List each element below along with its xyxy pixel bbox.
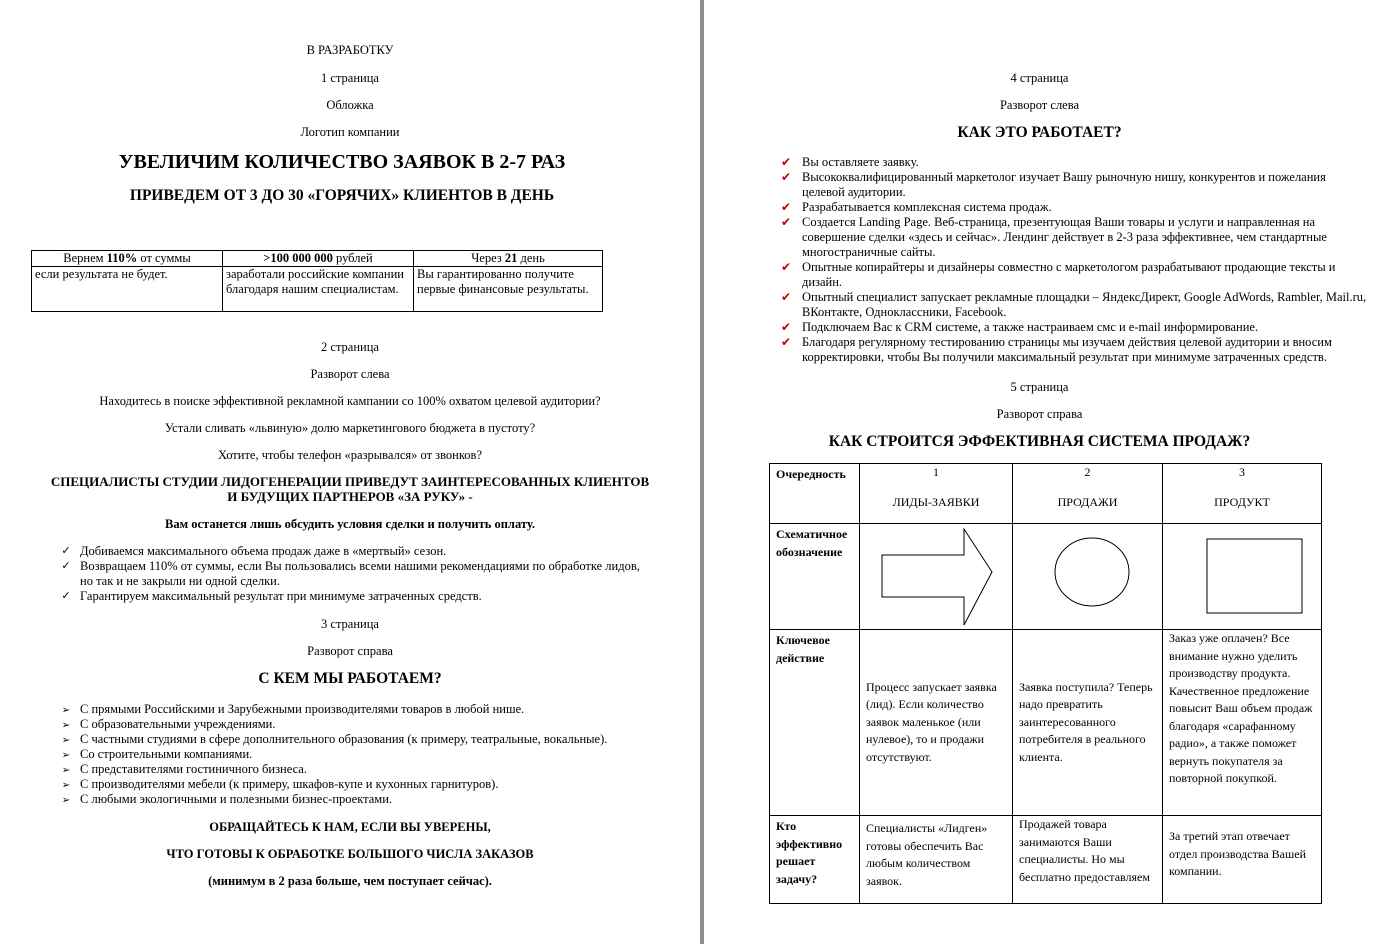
circle-icon <box>1019 525 1156 629</box>
stage-number: 2 <box>1084 465 1091 479</box>
arrow-icon <box>866 525 1006 629</box>
list-item: ✓ Добиваемся максимального объема продаж даже в «мертвый» сезон. <box>54 544 654 559</box>
page4-title: КАК ЭТО РАБОТАЕТ? <box>957 124 1122 141</box>
arrow-bullet-icon: ➢ <box>61 750 71 761</box>
who-cell: За третий этап отвечает отдел производства Вашей компании. <box>1163 816 1322 904</box>
row-header-who: Кто эффективно решает задачу? <box>770 816 860 904</box>
list-item: ➢ С прямыми Российскими и Зарубежными производителями товаров в любой нише. <box>54 702 674 717</box>
stage-cell <box>1163 464 1322 524</box>
page5-label: 5 страница <box>1010 380 1069 394</box>
guarantee-cell: заработали российские компании благодаря нашим специалистам. <box>223 267 414 312</box>
stage-number: 1 <box>933 465 939 479</box>
list-item: ✔ Благодаря регулярному тестированию страницы мы изучаем действия целевой аудитории и вносим корректировки, чтобы Вы получили максимальный результат при минимуме затраченных средств. <box>776 335 1368 365</box>
stage-number: 3 <box>1239 465 1245 479</box>
scheme-cell <box>1013 524 1163 630</box>
question-3: Хотите, чтобы телефон «разрывался» от звонков? <box>217 448 482 462</box>
check-icon: ✔ <box>780 320 792 334</box>
status-label: В РАЗРАБОТКУ <box>306 43 394 57</box>
list-item: ✔ Высококвалифицированный маркетолог изучает Вашу рыночную нишу, конкурентов и пожелания целевой аудитории. <box>776 170 1368 200</box>
page3-label: 3 страница <box>321 617 379 631</box>
guarantee-table <box>31 250 603 312</box>
list-item: ✔ Вы оставляете заявку. <box>776 155 1368 170</box>
arrow-bullet-icon: ➢ <box>61 795 71 806</box>
question-1: Находитесь в поиске эффективной рекламной кампании со 100% охватом целевой аудитории? <box>99 394 601 408</box>
who-cell: Специалисты «Лидген» готовы обеспечить Вас любым количеством заявок. <box>860 816 1013 904</box>
check-icon: ✔ <box>780 200 792 214</box>
process-table <box>769 463 1322 904</box>
check-icon: ✔ <box>780 215 792 229</box>
subheadline: ПРИВЕДЕМ ОТ 3 ДО 30 «ГОРЯЧИХ» КЛИЕНТОВ В ДЕНЬ <box>129 187 555 204</box>
headline: УВЕЛИЧИМ КОЛИЧЕСТВО ЗАЯВОК В 2-7 РАЗ <box>118 151 566 173</box>
arrow-bullet-icon: ➢ <box>61 720 71 731</box>
list-item: ✓ Возвращаем 110% от суммы, если Вы пользовались всеми нашими рекомендациями по обработке лидов, но так и не закрыли ни одной сделки. <box>54 559 654 589</box>
page4-label: 4 страница <box>1010 71 1069 85</box>
stage-label: ЛИДЫ-ЗАЯВКИ <box>892 494 980 509</box>
check-icon: ✔ <box>780 335 792 349</box>
check-icon: ✓ <box>61 545 71 557</box>
check-icon: ✔ <box>780 170 792 184</box>
list-item: ✔ Создается Landing Page. Веб-страница, презентующая Ваши товары и услуги и направленная на совершение сделки «здесь и сейчас». Лендинг действует в 2-3 раза эффективнее, чем стандартные многостраничные сайты. <box>776 215 1368 260</box>
list-item: ✔ Опытные копирайтеры и дизайнеры совместно с маркетологом разрабатывают продающие тексты и дизайн. <box>776 260 1368 290</box>
arrow-bullet-icon: ➢ <box>61 765 71 776</box>
guarantee-header: >100 000 000 рублей <box>223 251 414 267</box>
list-item: ✓ Гарантируем максимальный результат при минимуме затраченных средств. <box>54 589 654 604</box>
check-icon: ✔ <box>780 155 792 169</box>
specialists-line-2: И БУДУЩИХ ПАРТНЕРОВ «ЗА РУКУ» - <box>227 489 473 504</box>
list-item: ✔ Подключаем Вас к CRM системе, а также настраиваем смс и e-mail информирование. <box>776 320 1368 335</box>
list-item: ➢ С производителями мебели (к примеру, шкафов-купе и кухонных гарнитуров). <box>54 777 674 792</box>
scheme-cell <box>1163 524 1322 630</box>
guarantee-cell: Вы гарантированно получите первые финансовые результаты. <box>414 267 603 312</box>
arrow-bullet-icon: ➢ <box>61 780 71 791</box>
check-icon: ✔ <box>780 290 792 304</box>
cta-line-2: ЧТО ГОТОВЫ К ОБРАБОТКЕ БОЛЬШОГО ЧИСЛА ЗАКАЗОВ <box>166 847 534 861</box>
stage-cell <box>1013 464 1163 524</box>
check-icon: ✔ <box>780 260 792 274</box>
who-cell: Продажей товара занимаются Ваши специалисты. Но мы бесплатно предоставляем <box>1013 816 1163 904</box>
check-icon: ✓ <box>61 590 71 602</box>
list-item: ➢ Со строительными компаниями. <box>54 747 674 762</box>
specialists-line-1: СПЕЦИАЛИСТЫ СТУДИИ ЛИДОГЕНЕРАЦИИ ПРИВЕДУТ ЗАИНТЕРЕСОВАННЫХ КЛИЕНТОВ <box>50 474 650 489</box>
page3-sub: Разворот справа <box>307 644 393 658</box>
document-page-right <box>704 0 1375 944</box>
cta-line-3: (минимум в 2 раза больше, чем поступает сейчас). <box>208 874 492 888</box>
promises-list <box>54 544 654 604</box>
action-cell: Процесс запускает заявка (лид). Если количество заявок маленькое (или нулевое), то и продажи отсутствуют. <box>860 630 1013 816</box>
guarantee-header: Через 21 день <box>414 251 603 267</box>
page4-sub: Разворот слева <box>999 98 1080 112</box>
stage-label: ПРОДУКТ <box>1214 494 1270 509</box>
list-item: ➢ С представителями гостиничного бизнеса. <box>54 762 674 777</box>
row-header-order: Очередность <box>770 464 860 524</box>
row-header-scheme: Схематичное обозначение <box>770 524 860 630</box>
stage-label: ПРОДАЖИ <box>1057 494 1118 509</box>
action-cell: Заявка поступила? Теперь надо превратить заинтересованного потребителя в реального клиента. <box>1013 630 1163 816</box>
page3-title: С КЕМ МЫ РАБОТАЕМ? <box>258 670 442 687</box>
list-item: ✔ Опытный специалист запускает рекламные площадки – ЯндексДирект, Google AdWords, Rambler, Mail.ru, ВКонтакте, Одноклассники, Facebook. <box>776 290 1368 320</box>
page2-sub: Разворот слева <box>310 367 390 381</box>
row-header-action: Ключевое действие <box>770 630 860 816</box>
arrow-bullet-icon: ➢ <box>61 735 71 746</box>
scheme-cell <box>860 524 1013 630</box>
page1-sub: Обложка <box>326 98 374 112</box>
action-cell: Заказ уже оплачен? Все внимание нужно уделить производству продукта. Качественное предложение повысит Ваш объем продаж благодаря «сарафанному радио», а также поможет вернуть покупателя за повторной покупкой. <box>1163 630 1322 816</box>
page5-sub: Разворот справа <box>996 407 1083 421</box>
cta-line-1: ОБРАЩАЙТЕСЬ К НАМ, ЕСЛИ ВЫ УВЕРЕНЫ, <box>209 820 491 834</box>
steps-list <box>776 155 1368 365</box>
page1-label: 1 страница <box>321 71 379 85</box>
guarantee-cell: если результата не будет. <box>32 267 223 312</box>
logo-placeholder: Логотип компании <box>300 125 400 139</box>
guarantee-header: Вернем 110% от суммы <box>32 251 223 267</box>
clients-list <box>54 702 674 807</box>
page2-label: 2 страница <box>321 340 379 354</box>
page5-title: КАК СТРОИТСЯ ЭФФЕКТИВНАЯ СИСТЕМА ПРОДАЖ? <box>828 433 1251 450</box>
list-item: ➢ С образовательными учреждениями. <box>54 717 674 732</box>
stage-cell <box>860 464 1013 524</box>
question-2: Устали сливать «львиную» долю маркетингового бюджета в пустоту? <box>164 421 536 435</box>
square-icon <box>1169 525 1309 629</box>
arrow-bullet-icon: ➢ <box>61 705 71 716</box>
check-icon: ✓ <box>61 560 71 572</box>
deal-line: Вам останется лишь обсудить условия сделки и получить оплату. <box>165 517 535 531</box>
list-item: ✔ Разрабатывается комплексная система продаж. <box>776 200 1368 215</box>
list-item: ➢ С любыми экологичными и полезными бизнес-проектами. <box>54 792 674 807</box>
list-item: ➢ С частными студиями в сфере дополнительного образования (к примеру, театральные, вокальные). <box>54 732 674 747</box>
